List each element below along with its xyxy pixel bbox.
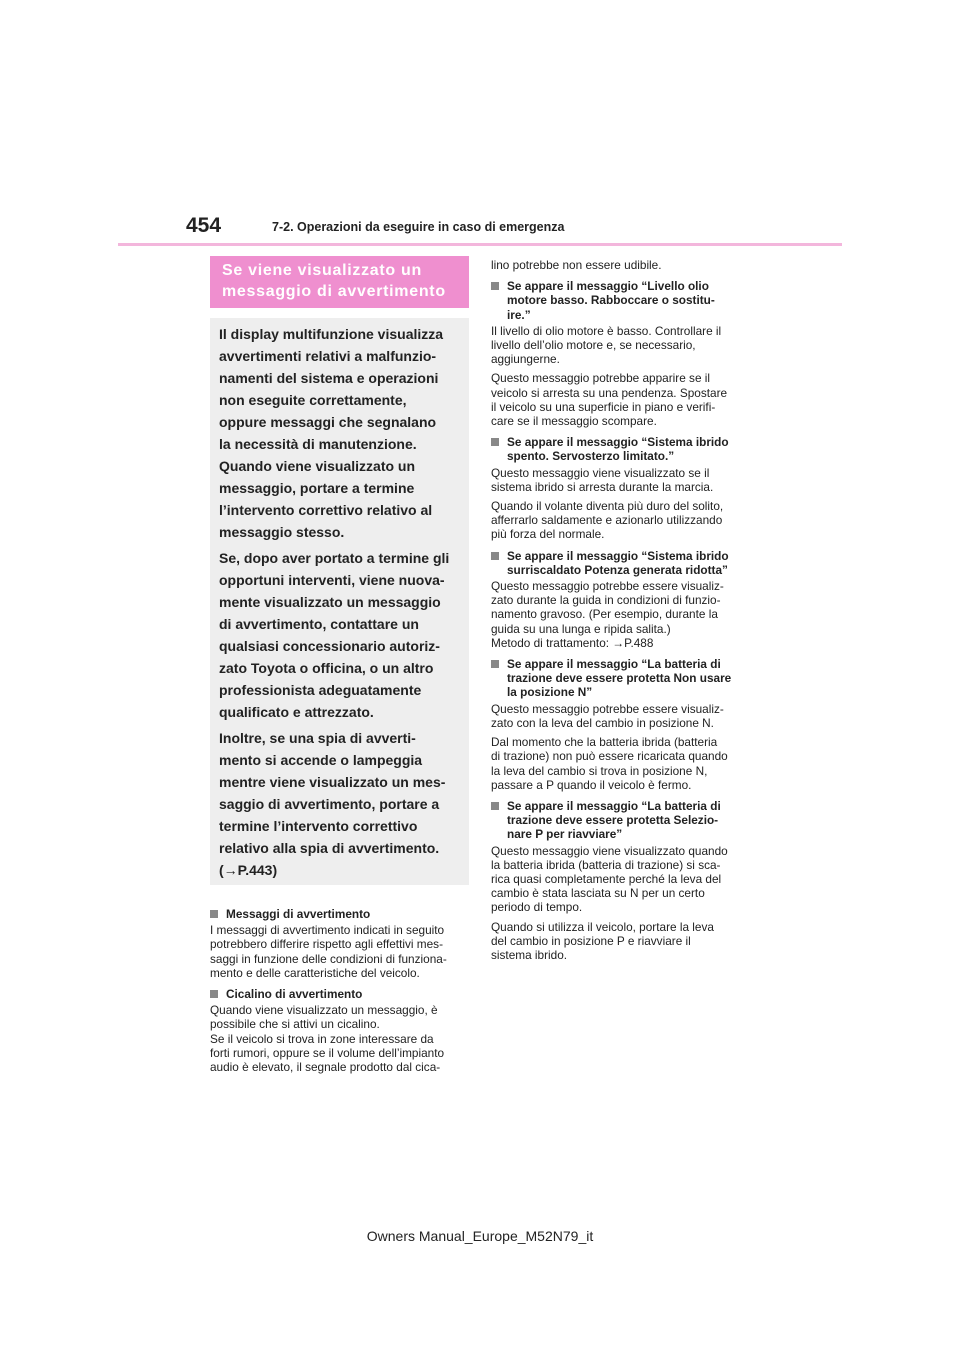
banner-line: Se viene visualizzato un [222,262,422,279]
text-line: Se il veicolo si trova in zone interessare da [210,1031,434,1046]
text-line: Quando viene visualizzato un messaggio, è [210,1003,438,1018]
text-line: mentre viene visualizzato un mes- [219,774,446,790]
item-heading [491,657,753,700]
right-items [491,279,753,962]
text-line: mento si accende o lampeggia [219,752,423,768]
text-line: nare P per riavviare” [507,827,623,842]
text-line: motore basso. Rabboccare o sostitu- [507,293,715,308]
text-line: veicolo si arresta su una pendenza. Spostare [491,385,728,400]
text-line: non eseguite correttamente, [219,392,407,408]
square-bullet-icon [210,910,218,918]
header-divider [118,243,842,246]
text-line: Dal momento che la batteria ibrida (batteria [491,735,718,750]
text-line: trazione deve essere protetta Selezio- [507,813,719,828]
paragraph [491,258,753,272]
item-heading [491,549,753,577]
text-line: livello dell’olio motore e, se necessario, [491,338,696,353]
text-line: Messaggi di avvertimento [226,907,371,921]
paragraph [210,1003,472,1074]
text-line: Questo messaggio viene visualizzato se il [491,465,710,480]
page-header [0,0,960,250]
paragraph [491,579,753,650]
text-line: periodo di tempo. [491,900,583,915]
text-line: ire.” [507,307,531,322]
text-line: possibile che si attivi un cicalino. [210,1017,380,1032]
text-line: Questo messaggio potrebbe essere visualiz- [491,701,724,716]
section-banner [210,256,469,308]
text-line: (→P.443) [219,862,278,878]
text-line: del cambio in posizione P e riavviare il [491,933,691,948]
text-line: saggio di avvertimento, portare a [219,796,440,812]
text-line: il veicolo su una superficie in piano e verifi- [491,399,716,414]
text-line: l’intervento correttivo relativo al [219,502,433,518]
text-line: surriscaldato Potenza generata ridotta” [507,562,728,577]
text-line: di avvertimento, contattare un [219,616,419,632]
intro-paragraph [219,547,461,723]
text-line: la batteria ibrida (batteria di trazione) si sca- [491,857,721,872]
text-line: namenti del sistema e operazioni [219,370,439,386]
text-line: guida su una lunga e ripida salita.) [491,621,671,636]
warning-item [210,987,472,1074]
text-line: Cicalino di avvertimento [226,987,363,1002]
square-bullet-icon [210,990,218,998]
text-line: lino potrebbe non essere udibile. [491,258,662,272]
paragraph [491,844,753,915]
warning-item [210,907,472,980]
text-line: zato con la leva del cambio in posizione N. [491,715,714,730]
text-line: mento e delle caratteristiche del veicolo. [210,965,420,980]
text-line: Il livello di olio motore è basso. Controllare il [491,323,722,338]
text-line: avvertimenti relativi a malfunzio- [219,348,437,364]
text-line: cambio è stata lasciata su N per un certo [491,886,705,901]
text-line: forti rumori, oppure se il volume dell’impianto [210,1045,445,1060]
text-line: Se appare il messaggio “Livello olio [507,279,709,294]
text-line: oppure messaggi che segnalano [219,414,437,430]
text-line: sistema ibrido. [491,947,568,962]
paragraph [491,324,753,367]
text-line: Quando si utilizza il veicolo, portare la leva [491,919,714,934]
text-line: care se il messaggio scompare. [491,414,657,429]
text-line: termine l’intervento correttivo [219,818,418,834]
text-line: qualificato e attrezzato. [219,704,374,720]
text-line: spento. Servosterzo limitato.” [507,449,675,464]
square-bullet-icon [491,282,499,290]
text-line: Quando viene visualizzato un [219,458,416,474]
text-line: sistema ibrido si arresta durante la marcia. [491,479,714,494]
right-column [491,258,753,969]
item-heading [210,987,472,1001]
item-heading [210,907,472,921]
text-line: I messaggi di avvertimento indicati in seguito [210,923,445,938]
paragraph [491,920,753,963]
text-line: la posizione N” [507,685,593,700]
warning-item [491,279,753,428]
square-bullet-icon [491,660,499,668]
text-line: zato durante la guida in condizioni di funzio- [491,593,721,608]
text-line: Se appare il messaggio “Sistema ibrido [507,548,729,563]
intro-paragraph [219,727,461,881]
intro-paragraph [219,323,461,543]
text-line: Se appare il messaggio “Sistema ibrido [507,435,729,450]
item-heading [491,799,753,842]
paragraph [491,466,753,494]
text-line: zato Toyota o officina, o un altro [219,660,434,676]
text-line: rica quasi completamente perché la leva del [491,871,722,886]
square-bullet-icon [491,552,499,560]
text-line: messaggio stesso. [219,524,345,540]
intro-box [210,318,469,885]
text-line: audio è elevato, il segnale prodotto dal cica- [210,1060,441,1075]
text-line: professionista adeguatamente [219,682,422,698]
text-line: relativo alla spia di avvertimento. [219,840,440,856]
square-bullet-icon [491,802,499,810]
text-line: più forza del normale. [491,527,605,542]
text-line: passare a P quando il veicolo è fermo. [491,777,692,792]
banner-line: messaggio di avvertimento [222,283,446,300]
left-column [210,907,472,1081]
text-line: potrebbero differire rispetto agli effettivi mes- [210,937,443,952]
text-line: la leva del cambio si trova in posizione N, [491,763,708,778]
paragraph [491,735,753,792]
item-heading [491,279,753,322]
text-line: Questo messaggio viene visualizzato quando [491,843,728,858]
text-line: qualsiasi concessionario autoriz- [219,638,440,654]
warning-item [491,435,753,541]
text-line: messaggio, portare a termine [219,480,415,496]
text-line: Se appare il messaggio “La batteria di [507,657,721,672]
text-line: saggi in funzione delle condizioni di funziona- [210,951,447,966]
warning-item [491,549,753,650]
text-line: aggiungerne. [491,352,560,367]
text-line: Metodo di trattamento: →P.488 [491,635,654,650]
text-line: Questo messaggio potrebbe essere visualiz- [491,579,724,594]
text-line: Questo messaggio potrebbe apparire se il [491,371,711,386]
text-line: Inoltre, se una spia di avverti- [219,730,416,746]
text-line: namento gravoso. (Per esempio, durante la [491,607,718,622]
continued-text [491,258,753,272]
paragraph [491,371,753,428]
paragraph [210,923,472,980]
square-bullet-icon [491,438,499,446]
text-line: la necessità di manutenzione. [219,436,417,452]
warning-item [491,799,753,962]
text-line: trazione deve essere protetta Non usare [507,671,732,686]
section-title: 7-2. Operazioni da eseguire in caso di emergenza [272,220,565,234]
text-line: mente visualizzato un messaggio [219,594,441,610]
text-line: Quando il volante diventa più duro del solito, [491,499,724,514]
text-line: Se, dopo aver portato a termine gli [219,550,450,566]
text-line: Il display multifunzione visualizza [219,326,444,342]
page-number: 454 [186,214,222,237]
warning-item [491,657,753,792]
paragraph [491,702,753,730]
text-line: afferrarlo saldamente e azionarlo utilizzando [491,513,723,528]
text-line: Se appare il messaggio “La batteria di [507,798,721,813]
text-line: di trazione) non può essere ricaricata quando [491,749,728,764]
text-line: opportuni interventi, viene nuova- [219,572,445,588]
item-heading [491,435,753,463]
page-footer: Owners Manual_Europe_M52N79_it [366,1228,594,1244]
paragraph [491,499,753,542]
